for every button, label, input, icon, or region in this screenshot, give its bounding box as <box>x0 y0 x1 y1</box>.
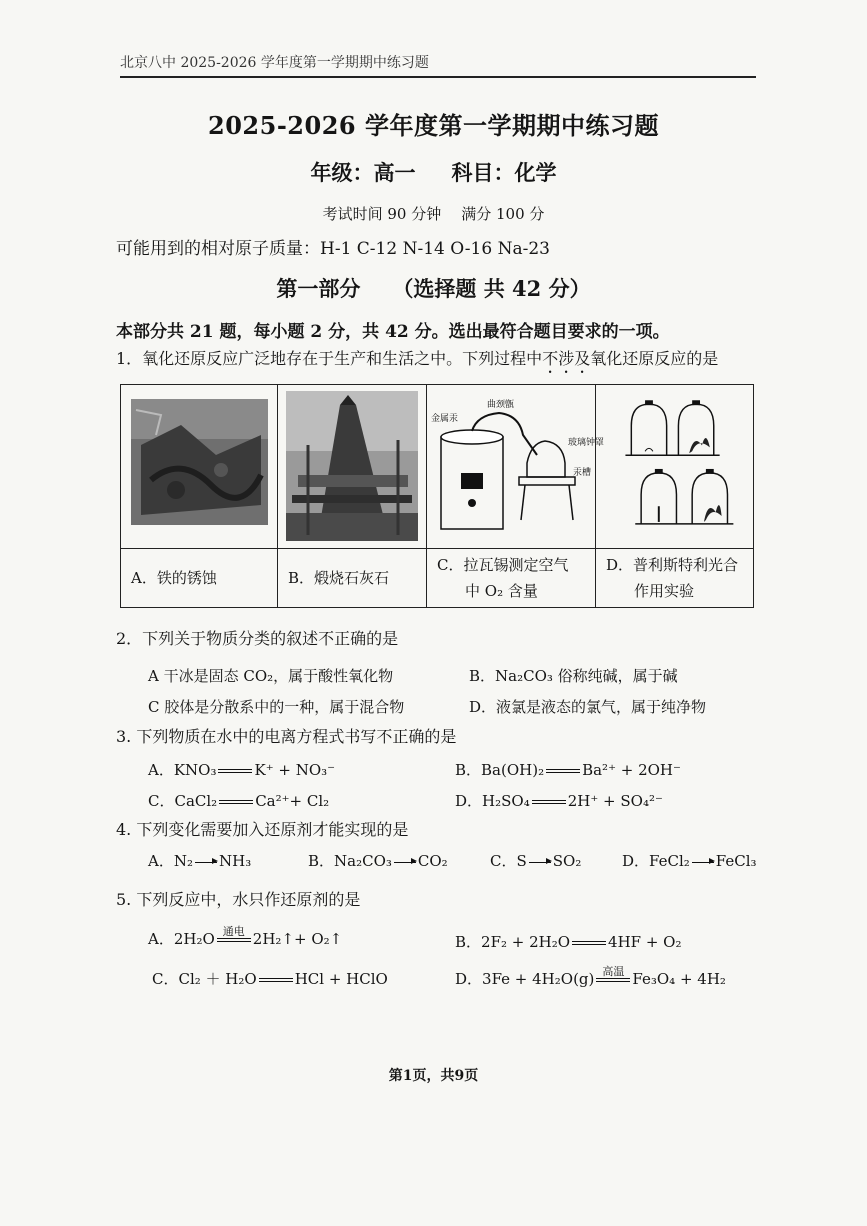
option-d-label-2: 作用实验 <box>634 582 695 600</box>
equals-sign-icon <box>217 925 251 942</box>
q5-c-right: HCl + HClO <box>294 970 388 988</box>
q4-option-c[interactable] <box>490 850 581 871</box>
question-1-stem <box>116 346 718 377</box>
condition-high-temp: 高温 <box>602 965 625 978</box>
q5-d-left: D．3Fe + 4H₂O(g) <box>455 970 595 988</box>
arrow-right-icon <box>394 862 416 863</box>
lime-kiln-photo <box>278 385 426 548</box>
equals-sign-icon <box>218 769 252 773</box>
option-c-label-2: 中 O₂ 含量 <box>465 582 538 600</box>
q2-option-b[interactable]: B．Na₂CO₃ 俗称纯碱，属于碱 <box>469 667 678 685</box>
q3-option-c[interactable] <box>148 790 329 811</box>
exam-score: 满分 100 分 <box>461 205 545 223</box>
arrow-right-icon <box>195 862 217 863</box>
header-rule <box>120 76 756 78</box>
label-mercury-dish: 金属汞 <box>431 414 459 424</box>
label-bell-jar: 玻璃钟罩 <box>568 438 605 448</box>
part-instruction: 本部分共 21 题，每小题 2 分，共 42 分。选出最符合题目要求的一项。 <box>116 322 670 342</box>
exam-title: 2025-2026 学年度第一学期期中练习题 <box>208 111 659 140</box>
q4-b-right: CO₂ <box>417 852 448 870</box>
q5-a-right: 2H₂↑+ O₂↑ <box>252 930 343 948</box>
atomic-masses: 可能用到的相对原子质量：H-1 C-12 N-14 O-16 Na-23 <box>116 239 550 259</box>
q4-d-left: D．FeCl₂ <box>622 852 690 870</box>
part-heading <box>0 273 867 303</box>
q1-image-d-cell <box>596 385 754 549</box>
q3-option-a[interactable] <box>148 759 335 780</box>
arrow-right-icon <box>529 862 551 863</box>
part-name: 第一部分 <box>276 276 361 301</box>
q4-option-d[interactable] <box>622 850 757 871</box>
q4-b-left: B．Na₂CO₃ <box>308 852 392 870</box>
q1-stem-b: 氧化还原反应的是 <box>590 349 719 368</box>
q3-option-d[interactable] <box>455 790 663 811</box>
exam-info <box>0 203 867 224</box>
part-desc: （选择题 共 42 分） <box>392 276 591 301</box>
option-c-label-1: C．拉瓦锡测定空气 <box>437 556 569 574</box>
q1-image-a-cell <box>121 385 278 549</box>
question-4-stem: 4. 下列变化需要加入还原剂才能实现的是 <box>116 820 409 839</box>
option-a-cell[interactable] <box>121 549 278 608</box>
equals-sign-icon <box>596 965 630 982</box>
q4-a-left: A．N₂ <box>148 852 193 870</box>
q5-b-right: 4HF + O₂ <box>608 933 682 951</box>
q2-option-d[interactable]: D．液氯是液态的氯气，属于纯净物 <box>469 698 707 716</box>
q3-b-left: B．Ba(OH)₂ <box>455 761 545 779</box>
q5-c-left: C．Cl₂ ＋ H₂O <box>152 970 257 988</box>
q2-option-c[interactable]: C 胶体是分散系中的一种，属于混合物 <box>148 698 405 716</box>
q5-option-d[interactable] <box>455 965 726 989</box>
q2-option-a[interactable]: A 干冰是固态 CO₂，属于酸性氧化物 <box>148 667 394 685</box>
option-d-label-1: D．普利斯特利光合 <box>606 556 739 574</box>
q5-option-c[interactable] <box>152 968 388 989</box>
label-trough: 汞槽 <box>573 468 592 478</box>
q3-option-b[interactable] <box>455 759 681 780</box>
arrow-right-icon <box>692 862 714 863</box>
option-b-cell[interactable] <box>278 549 427 608</box>
equals-sign-icon <box>259 978 293 982</box>
condition-electrolysis: 通电 <box>222 925 245 938</box>
q3-d-right: 2H⁺ + SO₄²⁻ <box>567 792 663 810</box>
label-retort: 曲颈甑 <box>487 400 515 410</box>
option-a-label: A．铁的锈蚀 <box>131 569 217 587</box>
question-5-stem: 5. 下列反应中，水只作还原剂的是 <box>116 890 361 909</box>
q3-c-right: Ca²⁺+ Cl₂ <box>255 792 330 810</box>
q1-emphasis: 不涉及 <box>542 349 591 368</box>
q3-a-right: K⁺ + NO₃⁻ <box>254 761 336 779</box>
q4-option-b[interactable] <box>308 850 448 871</box>
q3-c-left: C．CaCl₂ <box>148 792 218 810</box>
q4-d-right: FeCl₃ <box>715 852 757 870</box>
q4-a-right: NH₃ <box>218 852 252 870</box>
equals-sign-icon <box>572 941 606 945</box>
q5-a-left: A．2H₂O <box>148 930 215 948</box>
question-3-stem: 3. 下列物质在水中的电离方程式书写不正确的是 <box>116 727 457 746</box>
q5-option-a[interactable] <box>148 925 343 949</box>
equals-sign-icon <box>532 800 566 804</box>
q1-image-b-cell <box>278 385 427 549</box>
equals-sign-icon <box>219 800 253 804</box>
q4-c-left: C．S <box>490 852 527 870</box>
subject-label: 科目：化学 <box>451 160 557 185</box>
option-d-cell[interactable] <box>596 549 754 608</box>
q3-a-left: A．KNO₃ <box>148 761 217 779</box>
lavoisier-apparatus-drawing <box>427 385 605 548</box>
q1-stem-a: 1．氧化还原反应广泛地存在于生产和生活之中。下列过程中 <box>116 349 543 368</box>
question-1-table <box>120 384 754 608</box>
page-footer: 第1页，共9页 <box>388 1068 479 1084</box>
q3-b-right: Ba²⁺ + 2OH⁻ <box>582 761 681 779</box>
exam-subtitle <box>0 157 867 187</box>
option-c-cell[interactable] <box>427 549 596 608</box>
q3-d-left: D．H₂SO₄ <box>455 792 530 810</box>
grade-label: 年级：高一 <box>310 160 416 185</box>
q4-option-a[interactable] <box>148 850 251 871</box>
page-header: 北京八中 2025-2026 学年度第一学期期中练习题 <box>120 55 429 71</box>
q4-c-right: SO₂ <box>552 852 582 870</box>
question-2-stem: 2．下列关于物质分类的叙述不正确的是 <box>116 629 399 648</box>
iron-rust-photo <box>121 385 277 548</box>
exam-time: 考试时间 90 分钟 <box>322 205 442 223</box>
q1-image-c-cell <box>427 385 605 549</box>
option-b-label: B．煅烧石灰石 <box>288 569 390 587</box>
q5-option-b[interactable] <box>455 931 681 952</box>
priestley-bell-jar-drawing <box>596 385 753 548</box>
q5-d-right: Fe₃O₄ + 4H₂ <box>632 970 726 988</box>
q5-b-left: B．2F₂ + 2H₂O <box>455 933 571 951</box>
equals-sign-icon <box>546 769 580 773</box>
